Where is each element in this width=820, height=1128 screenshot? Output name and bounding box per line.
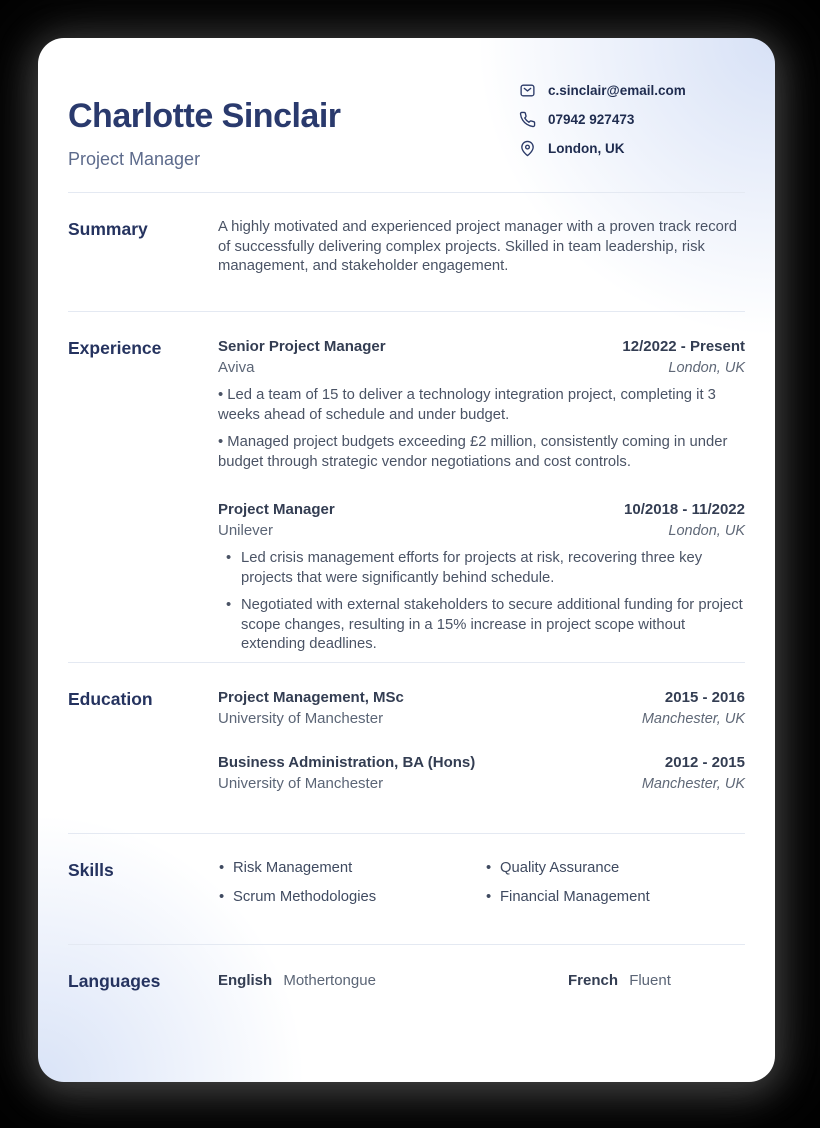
phone-icon xyxy=(519,111,536,128)
contact-email: c.sinclair@email.com xyxy=(548,83,686,98)
resume-header xyxy=(38,38,775,192)
language-name: French xyxy=(568,972,619,989)
degree-location: Manchester, UK xyxy=(641,711,745,727)
job-bullet: • Led crisis management efforts for projects at risk, recovering three key projects that were significantly behind schedule. xyxy=(218,549,745,588)
job-title: Senior Project Manager xyxy=(218,338,386,355)
degree-title-school xyxy=(218,688,404,729)
skill-item: • Risk Management xyxy=(218,859,485,879)
job-title: Project Manager xyxy=(218,501,335,518)
degree-location: Manchester, UK xyxy=(641,776,745,792)
education-section xyxy=(68,662,745,833)
contact-phone-row xyxy=(519,111,745,128)
contact-block xyxy=(519,82,745,192)
candidate-name: Charlotte Sinclair xyxy=(68,97,341,135)
experience-heading: Experience xyxy=(68,338,162,358)
education-heading: Education xyxy=(68,689,153,709)
job-bullet: • Negotiated with external stakeholders to secure additional funding for project scope changes, resulting in a 15% increase in project scope without extending deadlines. xyxy=(218,596,745,655)
language-item xyxy=(568,970,671,991)
job-bullet-list xyxy=(218,549,745,655)
contact-location: London, UK xyxy=(548,141,625,156)
degree-dates: 2012 - 2015 xyxy=(664,754,745,771)
language-item xyxy=(218,970,568,991)
job-company: Unilever xyxy=(218,522,274,539)
education-entry xyxy=(218,688,745,729)
degree-school: University of Manchester xyxy=(218,775,384,792)
language-level: Mothertongue xyxy=(283,972,376,989)
degree-dates: 2015 - 2016 xyxy=(664,689,745,706)
skill-item: • Financial Management xyxy=(485,888,745,908)
experience-entry xyxy=(218,500,745,655)
candidate-title: Project Manager xyxy=(68,149,201,169)
skill-item: • Quality Assurance xyxy=(485,859,745,879)
job-bullet-list xyxy=(218,386,745,472)
language-level: Fluent xyxy=(629,972,671,989)
skills-section xyxy=(68,833,745,944)
summary-section xyxy=(68,192,745,311)
location-pin-icon xyxy=(519,140,536,157)
resume-card xyxy=(38,38,775,1082)
job-location: London, UK xyxy=(668,523,745,539)
job-dates: 10/2018 - 11/2022 xyxy=(624,501,745,518)
experience-section xyxy=(68,311,745,662)
contact-phone: 07942 927473 xyxy=(548,112,635,127)
skill-item: • Scrum Methodologies xyxy=(218,888,485,908)
degree-dates-location xyxy=(630,688,745,729)
languages-section xyxy=(68,944,745,1082)
degree-title: Project Management, MSc xyxy=(218,689,404,706)
job-bullet: • Led a team of 15 to deliver a technology integration project, completing it 3 weeks ahead of schedule and under budget. xyxy=(218,386,745,425)
summary-heading: Summary xyxy=(68,219,148,239)
job-location: London, UK xyxy=(668,360,745,376)
degree-title: Business Administration, BA (Hons) xyxy=(218,754,476,771)
skills-grid xyxy=(218,859,745,907)
degree-dates-location xyxy=(630,753,745,794)
identity-block xyxy=(68,82,341,192)
contact-location-row xyxy=(519,140,745,157)
languages-heading: Languages xyxy=(68,971,161,991)
job-company: Aviva xyxy=(218,359,255,376)
contact-email-row xyxy=(519,82,745,99)
languages-list xyxy=(218,970,745,991)
education-entry xyxy=(218,753,745,794)
job-dates-location xyxy=(612,500,745,541)
job-title-company xyxy=(218,337,386,378)
degree-title-school xyxy=(218,753,475,794)
job-dates: 12/2022 - Present xyxy=(622,338,745,355)
job-title-company xyxy=(218,500,335,541)
summary-text: A highly motivated and experienced project manager with a proven track record of successfully delivering complex projects. Skilled in team leadership, risk management, and stakeholder engagement. xyxy=(218,219,737,274)
job-bullet: • Managed project budgets exceeding £2 million, consistently coming in under budget through strategic vendor negotiations and cost controls. xyxy=(218,433,745,472)
language-name: English xyxy=(218,972,273,989)
experience-entry xyxy=(218,337,745,472)
skills-heading: Skills xyxy=(68,860,114,880)
degree-school: University of Manchester xyxy=(218,710,384,727)
email-icon xyxy=(519,82,536,99)
job-dates-location xyxy=(610,337,745,378)
